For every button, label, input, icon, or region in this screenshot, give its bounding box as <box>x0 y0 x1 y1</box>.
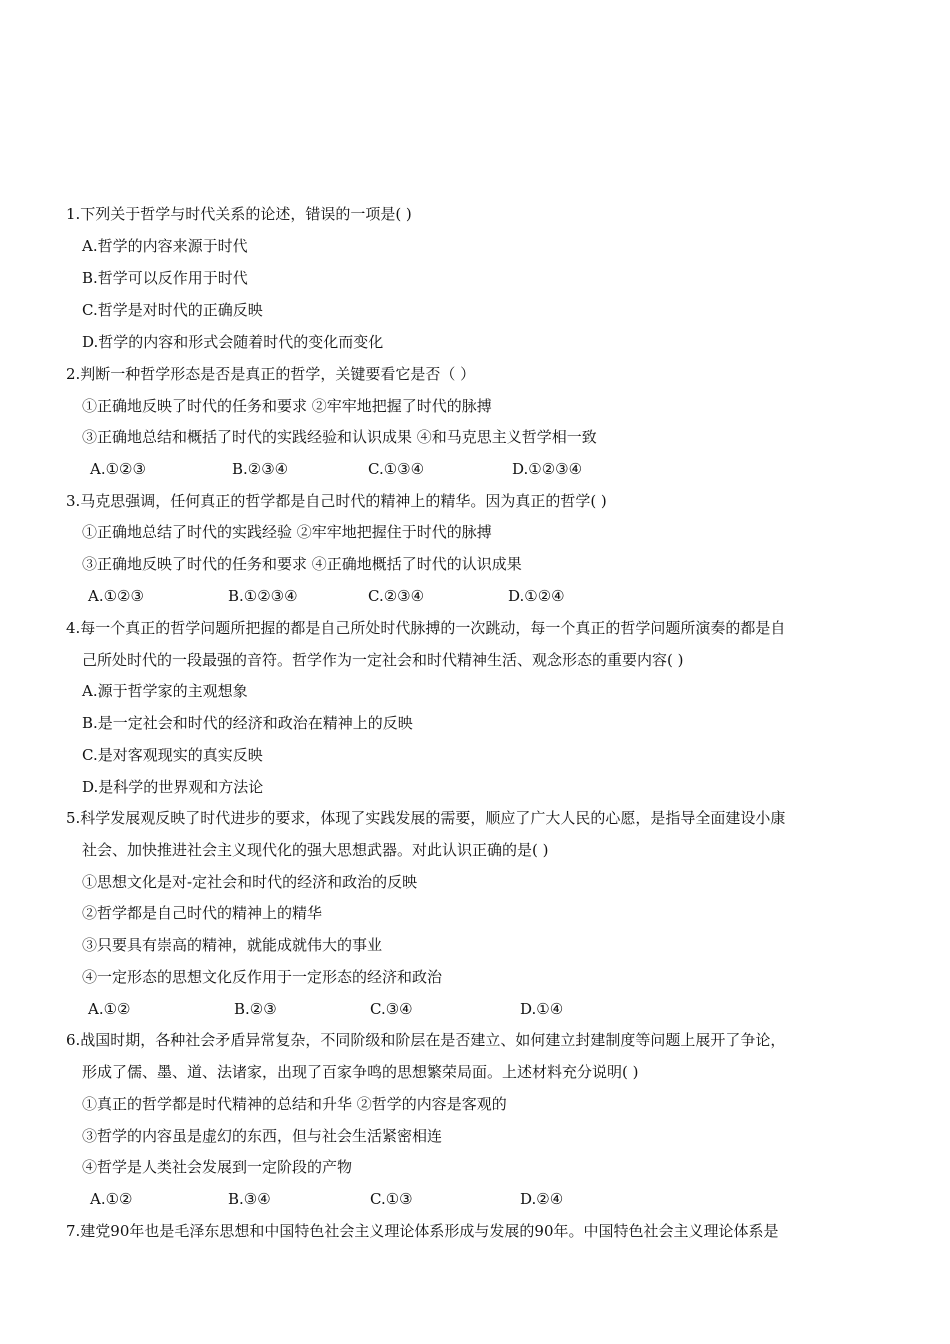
question-2-item-2: ③正确地总结和概括了时代的实践经验和认识成果 ④和马克思主义哲学相一致 <box>82 428 597 446</box>
question-3-item-2: ③正确地反映了时代的任务和要求 ④正确地概括了时代的认识成果 <box>82 555 522 573</box>
question-5-stem-line-2: 社会、加快推进社会主义现代化的强大思想武器。对此认识正确的是( ) <box>82 841 549 859</box>
question-6-option-c: C.①③ <box>370 1190 413 1208</box>
question-2-option-b: B.②③④ <box>232 460 289 478</box>
question-1-option-a: A.哲学的内容来源于时代 <box>82 237 248 255</box>
question-1-stem: 1.下列关于哲学与时代关系的论述，错误的一项是( ) <box>66 205 412 223</box>
question-1-option-d: D.哲学的内容和形式会随着时代的变化而变化 <box>82 333 384 351</box>
question-5-stem-line-1: 5.科学发展观反映了时代进步的要求，体现了实践发展的需要，顺应了广大人民的心愿，是指导全面建设小康 <box>66 809 786 827</box>
question-6-item-3: ④哲学是人类社会发展到一定阶段的产物 <box>82 1158 353 1176</box>
question-4-option-a: A.源于哲学家的主观想象 <box>82 682 248 700</box>
question-2-option-c: C.①③④ <box>368 460 425 478</box>
question-3-option-a: A.①②③ <box>88 587 144 605</box>
question-3-option-c: C.②③④ <box>368 587 425 605</box>
question-5-item-3: ③只要具有崇高的精神，就能成就伟大的事业 <box>82 936 383 954</box>
question-5-option-b: B.②③ <box>234 1000 277 1018</box>
question-6-option-d: D.②④ <box>520 1190 564 1208</box>
question-6-option-b: B.③④ <box>228 1190 271 1208</box>
question-5-option-d: D.①④ <box>520 1000 564 1018</box>
question-6-item-1: ①真正的哲学都是时代精神的总结和升华 ②哲学的内容是客观的 <box>82 1095 507 1113</box>
question-2-stem: 2.判断一种哲学形态是否是真正的哲学，关键要看它是否（ ） <box>66 365 476 383</box>
question-4-stem-line-1: 4.每一个真正的哲学问题所把握的都是自己所处时代脉搏的一次跳动，每一个真正的哲学问题所演奏的都是自 <box>66 619 786 637</box>
question-4-option-b: B.是一定社会和时代的经济和政治在精神上的反映 <box>82 714 413 732</box>
question-3-option-b: B.①②③④ <box>228 587 298 605</box>
question-7-stem: 7.建党90年也是毛泽东思想和中国特色社会主义理论体系形成与发展的90年。中国特色社会主义理论体系是 <box>66 1222 779 1240</box>
question-2-item-1: ①正确地反映了时代的任务和要求 ②牢牢地把握了时代的脉搏 <box>82 397 492 415</box>
question-3-option-d: D.①②④ <box>508 587 565 605</box>
question-4-stem-line-2: 己所处时代的一段最强的音符。哲学作为一定社会和时代精神生活、观念形态的重要内容( ) <box>82 651 684 669</box>
question-5-item-2: ②哲学都是自己时代的精神上的精华 <box>82 904 323 922</box>
question-2-option-d: D.①②③④ <box>512 460 583 478</box>
question-5-item-1: ①思想文化是对-定社会和时代的经济和政治的反映 <box>82 873 418 891</box>
question-3-stem: 3.马克思强调，任何真正的哲学都是自己时代的精神上的精华。因为真正的哲学( ) <box>66 492 607 510</box>
question-6-stem-line-1: 6.战国时期，各种社会矛盾异常复杂，不同阶级和阶层在是否建立、如何建立封建制度等问题上展开了争论， <box>66 1031 786 1049</box>
question-5-item-4: ④一定形态的思想文化反作用于一定形态的经济和政治 <box>82 968 443 986</box>
question-2-option-a: A.①②③ <box>90 460 146 478</box>
question-4-option-d: D.是科学的世界观和方法论 <box>82 778 264 796</box>
question-6-item-2: ③哲学的内容虽是虚幻的东西，但与社会生活紧密相连 <box>82 1127 443 1145</box>
question-5-option-c: C.③④ <box>370 1000 413 1018</box>
question-1-option-c: C.哲学是对时代的正确反映 <box>82 301 263 319</box>
question-5-option-a: A.①② <box>88 1000 131 1018</box>
question-6-stem-line-2: 形成了儒、墨、道、法诸家，出现了百家争鸣的思想繁荣局面。上述材料充分说明( ) <box>82 1063 639 1081</box>
question-6-option-a: A.①② <box>90 1190 133 1208</box>
question-3-item-1: ①正确地总结了时代的实践经验 ②牢牢地把握住于时代的脉搏 <box>82 523 492 541</box>
question-1-option-b: B.哲学可以反作用于时代 <box>82 269 248 287</box>
question-4-option-c: C.是对客观现实的真实反映 <box>82 746 263 764</box>
